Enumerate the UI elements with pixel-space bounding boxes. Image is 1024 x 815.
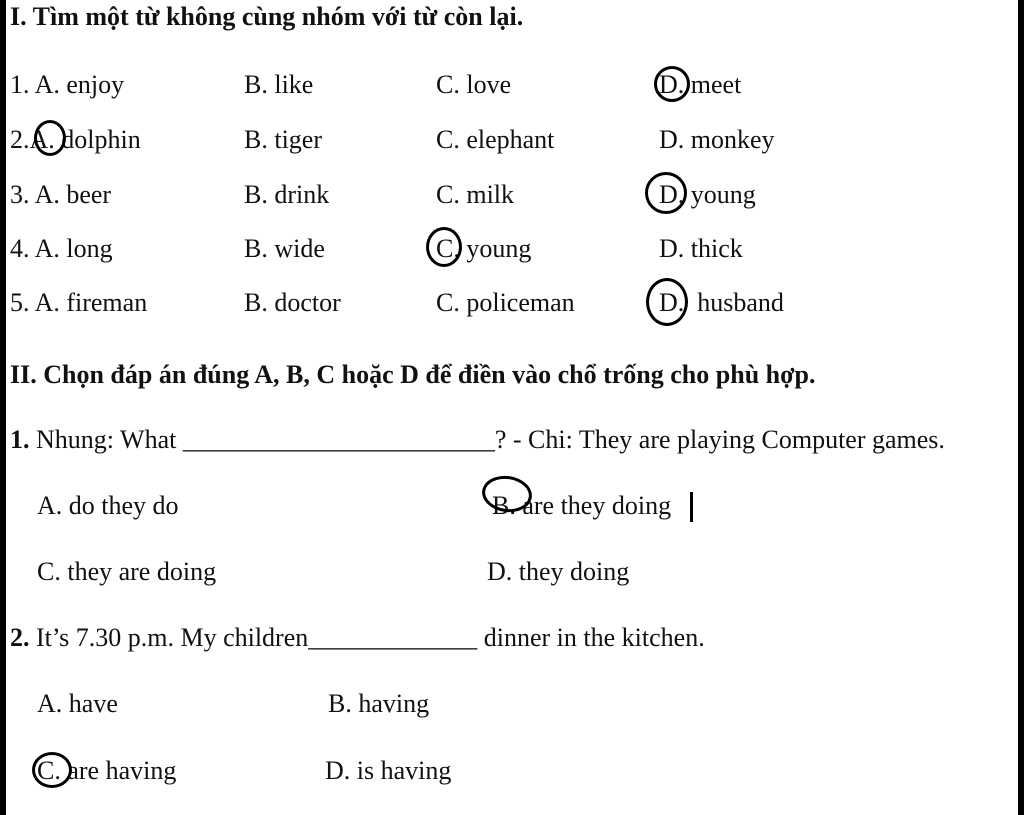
option-b: B. wide bbox=[244, 234, 325, 263]
section2-heading: II. Chọn đáp án đúng A, B, C hoặc D để điền vào chổ trống cho phù hợp. bbox=[10, 360, 816, 389]
answer-circle-mark bbox=[645, 172, 687, 214]
answer-circle-mark bbox=[426, 227, 462, 267]
q2-option-b: B. having bbox=[328, 689, 430, 718]
section1-heading: I. Tìm một từ không cùng nhóm với từ còn lại. bbox=[10, 2, 524, 31]
option-d: D. meet bbox=[659, 70, 742, 99]
answer-circle-mark bbox=[32, 752, 72, 788]
question-number: 5. A. fireman bbox=[10, 288, 148, 317]
option-c: C. milk bbox=[436, 180, 515, 209]
question-number: 3. A. beer bbox=[10, 180, 112, 209]
option-c: C. elephant bbox=[436, 125, 555, 154]
option-c: C. love bbox=[436, 70, 512, 99]
question-1-text: 1. Nhung: What ________________________? - Chi: They are playing Computer games. bbox=[10, 425, 945, 454]
text-cursor bbox=[690, 492, 693, 522]
answer-circle-mark bbox=[654, 66, 690, 102]
answer-circle-mark bbox=[646, 278, 688, 326]
option-b: B. doctor bbox=[244, 288, 341, 317]
answer-circle-mark bbox=[34, 120, 66, 156]
option-d: D. young bbox=[659, 180, 756, 209]
q1-option-a: A. do they do bbox=[37, 491, 179, 520]
worksheet-page bbox=[6, 0, 1018, 815]
option-c: C. policeman bbox=[436, 288, 575, 317]
question-2-text: 2. It’s 7.30 p.m. My children_____________ dinner in the kitchen. bbox=[10, 623, 705, 652]
option-b: B. tiger bbox=[244, 125, 322, 154]
question-number: 2.A. dolphin bbox=[10, 125, 141, 154]
option-b: B. drink bbox=[244, 180, 330, 209]
q1-option-c: C. they are doing bbox=[37, 557, 217, 586]
option-c: C. young bbox=[436, 234, 532, 263]
question-number: 1. A. enjoy bbox=[10, 70, 125, 99]
q2-option-d: D. is having bbox=[325, 756, 452, 785]
question-number: 4. A. long bbox=[10, 234, 113, 263]
q1-option-d: D. they doing bbox=[487, 557, 630, 586]
q2-option-c: C. are having bbox=[37, 756, 177, 785]
q2-option-a: A. have bbox=[37, 689, 118, 718]
option-d: D. monkey bbox=[659, 125, 775, 154]
q1-option-b: B. are they doing bbox=[492, 491, 672, 520]
option-d: D. thick bbox=[659, 234, 743, 263]
option-b: B. like bbox=[244, 70, 314, 99]
option-d: D. husband bbox=[659, 288, 784, 317]
